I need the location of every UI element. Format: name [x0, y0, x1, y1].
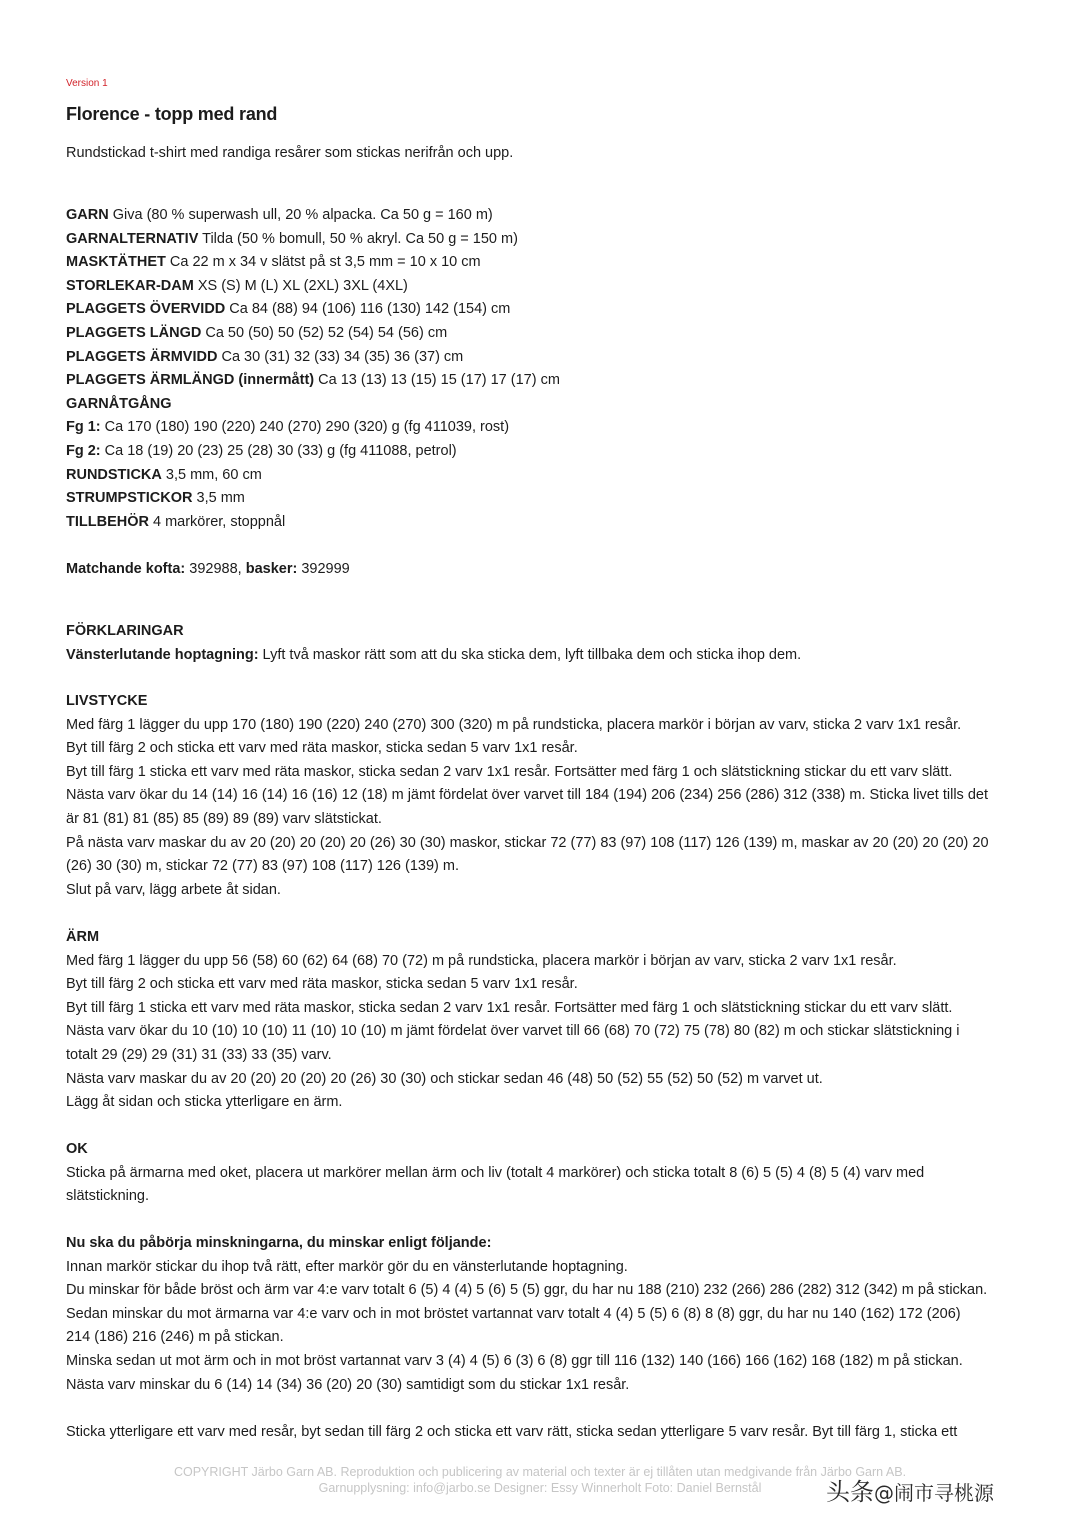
spec-label: PLAGGETS LÄNGD	[66, 324, 202, 341]
instruction-line: Nästa varv ökar du 10 (10) 10 (10) 11 (10) 10 (10) m jämt fördelat över varvet till 66 (68) 70 (72) 75 (78) 80 (82) m och stickar slätstickning i	[66, 1023, 960, 1040]
instruction-line: Slut på varv, lägg arbete åt sidan.	[66, 881, 281, 898]
spec-row	[66, 322, 560, 346]
spec-value: 3,5 mm	[192, 490, 245, 507]
term-label: Vänsterlutande hoptagning:	[66, 646, 259, 663]
instruction-line: Sticka ytterligare ett varv med resår, byt sedan till färg 2 och sticka ett varv rätt, sticka sedan ytterligare 5 varv resår. Byt till färg 1, sticka ett	[66, 1424, 958, 1440]
instruction-line: Innan markör stickar du ihop två rätt, efter markör gör du en vänsterlutande hoptagning.	[66, 1258, 628, 1275]
spec-row	[66, 369, 560, 393]
footer-copyright-line: COPYRIGHT Järbo Garn AB. Reproduktion och publicering av material och texter är ej tillåten utan medgivande från Järbo Garn AB.	[173, 1465, 907, 1479]
spec-label: RUNDSTICKA	[66, 466, 162, 483]
matching-basker-label: basker:	[245, 561, 298, 577]
spec-label: Fg 2:	[66, 442, 101, 459]
term-definition: Lyft två maskor rätt som att du ska sticka dem, lyft tillbaka dem och sticka ihop dem.	[258, 646, 802, 663]
spec-value: Giva (80 % superwash ull, 20 % alpacka. Ca 50 g = 160 m)	[108, 207, 493, 223]
spec-list	[66, 204, 560, 534]
section-heading: ÄRM	[66, 929, 100, 945]
spec-label: MASKTÄTHET	[66, 254, 166, 271]
instruction-line: Du minskar för både bröst och ärm var 4:e varv totalt 6 (5) 4 (4) 5 (6) 5 (5) ggr, du har nu 188 (210) 232 (266) 286 (282) 312 (342) m på stickan.	[66, 1282, 988, 1299]
section-minskning	[66, 1232, 1016, 1397]
section-heading: LIVSTYCKE	[66, 693, 148, 709]
spec-row	[66, 251, 560, 275]
matching-kofta-label: Matchande kofta:	[66, 561, 186, 577]
instruction-line: Nästa varv minskar du 6 (14) 14 (34) 36 (20) 20 (30) samtidigt som du stickar 1x1 resår.	[66, 1376, 630, 1393]
watermark-prefix: 头条	[826, 1478, 874, 1506]
spec-value: Ca 50 (50) 50 (52) 52 (54) 54 (56) cm	[201, 324, 448, 341]
section-heading: Nu ska du påbörja minskningarna, du minskar enligt följande:	[66, 1235, 492, 1251]
matching-kofta-value: 392988,	[185, 561, 246, 577]
section-arm	[66, 926, 1016, 1115]
spec-value: Ca 22 m x 34 v slätst på st 3,5 mm = 10 x 10 cm	[165, 254, 481, 271]
spec-value: Tilda (50 % bomull, 50 % akryl. Ca 50 g = 150 m)	[198, 230, 518, 247]
spec-value: Ca 18 (19) 20 (23) 25 (28) 30 (33) g (fg 411088, petrol)	[100, 442, 457, 459]
section-forklaringar	[66, 620, 1016, 667]
section-livstycke	[66, 690, 1016, 902]
spec-label: PLAGGETS ÄRMLÄNGD (innermått)	[66, 372, 315, 389]
watermark-handle: @闹市寻桃源	[874, 1481, 994, 1505]
spec-value: 3,5 mm, 60 cm	[161, 466, 262, 483]
spec-label: STRUMPSTICKOR	[66, 490, 193, 507]
spec-label: Fg 1:	[66, 419, 101, 436]
instruction-line: Byt till färg 2 och sticka ett varv med räta maskor, sticka sedan 5 varv 1x1 resår.	[66, 740, 578, 757]
spec-row	[66, 464, 560, 488]
pattern-intro: Rundstickad t-shirt med randiga resårer som stickas nerifrån och upp.	[66, 145, 514, 161]
instruction-line: 214 (186) 216 (246) m på stickan.	[66, 1329, 284, 1346]
spec-label: STORLEKAR-DAM	[66, 277, 194, 294]
spec-row	[66, 440, 560, 464]
spec-value: Ca 84 (88) 94 (106) 116 (130) 142 (154) cm	[225, 301, 511, 318]
instruction-line: (26) 30 (30) m, stickar 72 (77) 83 (97) 108 (117) 126 (139) m.	[66, 858, 460, 875]
spec-value: Ca 13 (13) 13 (15) 15 (17) 17 (17) cm	[314, 372, 560, 389]
footer-credits-line: Garnupplysning: info@jarbo.se Designer: Essy Winnerholt Foto: Daniel Bernstål	[318, 1481, 762, 1495]
spec-row	[66, 228, 560, 252]
version-label: Version 1	[66, 78, 108, 89]
instruction-line: Med färg 1 lägger du upp 170 (180) 190 (220) 240 (270) 300 (320) m på rundsticka, placera markör i början av varv, sticka 2 varv 1x1 resår.	[66, 716, 962, 733]
spec-label: GARNALTERNATIV	[66, 230, 199, 247]
section-continuation	[66, 1421, 1016, 1445]
spec-label: PLAGGETS ÄRMVIDD	[66, 348, 218, 365]
matching-products	[66, 558, 350, 582]
instruction-line: totalt 29 (29) 29 (31) 31 (33) 33 (35) varv.	[66, 1046, 332, 1063]
spec-row	[66, 204, 560, 228]
spec-value: Ca 170 (180) 190 (220) 240 (270) 290 (320) g (fg 411039, rost)	[100, 419, 510, 436]
spec-row	[66, 393, 560, 417]
instruction-line: är 81 (81) 81 (85) 85 (89) 89 (89) varv slätstickat.	[66, 810, 382, 827]
instruction-line: Byt till färg 1 sticka ett varv med räta maskor, sticka sedan 2 varv 1x1 resår. Fortsätter med färg 1 och slätstickning stickar du ett varv slätt.	[66, 999, 953, 1016]
spec-row	[66, 275, 560, 299]
spec-label: GARNÅTGÅNG	[66, 395, 172, 412]
section-heading: OK	[66, 1141, 88, 1157]
instruction-line: Nästa varv maskar du av 20 (20) 20 (20) 20 (26) 30 (30) och stickar sedan 46 (48) 50 (52) 55 (52) 50 (52) m varvet ut.	[66, 1070, 823, 1087]
spec-value: 4 markörer, stoppnål	[148, 513, 286, 530]
spec-value: XS (S) M (L) XL (2XL) 3XL (4XL)	[193, 277, 408, 294]
instruction-line: Byt till färg 1 sticka ett varv med räta maskor, sticka sedan 2 varv 1x1 resår. Fortsätter med färg 1 och slätstickning stickar du ett varv slätt.	[66, 763, 953, 780]
instruction-line: Nästa varv ökar du 14 (14) 16 (14) 16 (16) 12 (18) m jämt fördelat över varvet till 184 (194) 206 (234) 256 (286) 312 (338) m. Sticka livet tills det	[66, 787, 988, 804]
instruction-line: Byt till färg 2 och sticka ett varv med räta maskor, sticka sedan 5 varv 1x1 resår.	[66, 976, 578, 993]
spec-value: Ca 30 (31) 32 (33) 34 (35) 36 (37) cm	[217, 348, 464, 365]
instruction-line: Med färg 1 lägger du upp 56 (58) 60 (62) 64 (68) 70 (72) m på rundsticka, placera markör i början av varv, sticka 2 varv 1x1 resår.	[66, 952, 897, 969]
spec-label: GARN	[66, 207, 109, 223]
spec-label: TILLBEHÖR	[66, 513, 149, 530]
section-paragraph	[66, 644, 1016, 668]
instruction-line: Sedan minskar du mot ärmarna var 4:e varv och in mot bröstet vartannat varv totalt 4 (4) 5 (5) 6 (8) 8 (8) ggr, du har nu 140 (162) 172 (206)	[66, 1305, 961, 1322]
instruction-line: Lägg åt sidan och sticka ytterligare en ärm.	[66, 1094, 343, 1111]
section-ok	[66, 1138, 1016, 1209]
source-watermark	[826, 1472, 994, 1507]
spec-row	[66, 298, 560, 322]
spec-row	[66, 487, 560, 511]
matching-basker-value: 392999	[297, 561, 350, 577]
instruction-line: Sticka på ärmarna med oket, placera ut markörer mellan ärm och liv (totalt 4 markörer) och sticka totalt 8 (6) 5 (5) 4 (8) 5 (4) varv med	[66, 1164, 925, 1181]
spec-label: PLAGGETS ÖVERVIDD	[66, 301, 226, 318]
instruction-line: På nästa varv maskar du av 20 (20) 20 (20) 20 (26) 30 (30) maskor, stickar 72 (77) 83 (97) 108 (117) 126 (139) m, maskar av 20 (20) 20 (20) 20	[66, 834, 989, 851]
spec-row	[66, 511, 560, 535]
section-heading: FÖRKLARINGAR	[66, 623, 184, 639]
instruction-line: Minska sedan ut mot ärm och in mot bröst vartannat varv 3 (4) 4 (5) 6 (3) 6 (8) ggr till 116 (132) 140 (166) 166 (162) 168 (182) m på stickan.	[66, 1352, 963, 1369]
spec-row	[66, 416, 560, 440]
spec-row	[66, 346, 560, 370]
pattern-title: Florence - topp med rand	[66, 104, 278, 124]
instruction-line: slätstickning.	[66, 1188, 150, 1205]
